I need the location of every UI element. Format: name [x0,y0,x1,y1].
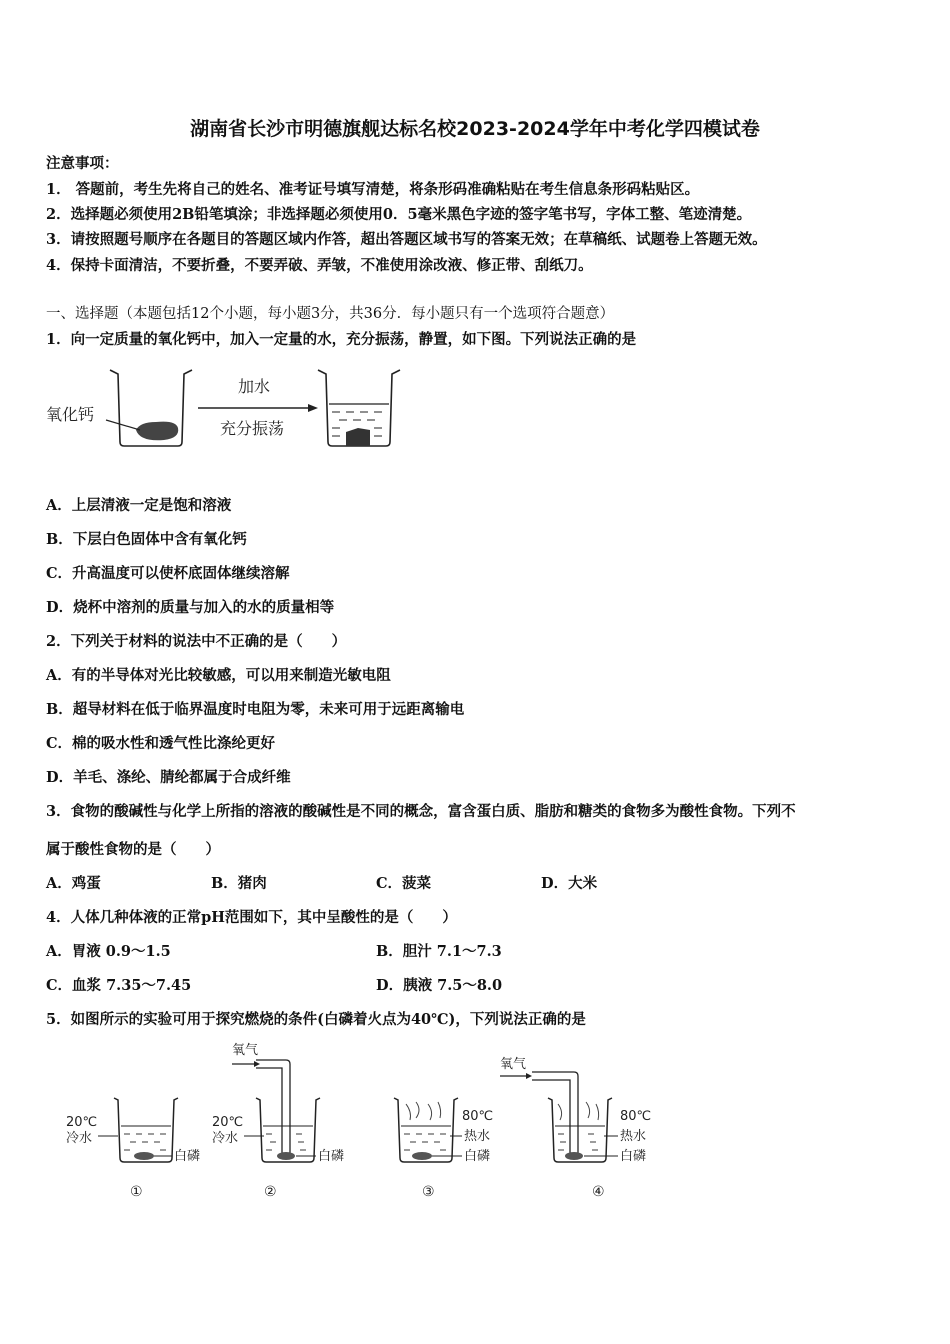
q1-option: A．上层清液一定是饱和溶液 [46,497,232,514]
phosphorus-piece [134,1152,154,1160]
phosphorus-label: 白磷 [620,1149,647,1164]
notice-heading: 注意事项： [46,155,119,172]
setup-2 [212,1043,344,1200]
section-heading: 一、选择题（本题包括12个小题，每小题3分，共36分．每小题只有一个选项符合题意） [46,306,615,322]
phosphorus-piece [565,1152,583,1160]
oxygen-label: 氧气 [232,1043,259,1058]
q2-option: D．羊毛、涤纶、腈纶都属于合成纤维 [46,769,291,786]
question-2-stem: 2．下列关于材料的说法中不正确的是（ ） [46,633,347,650]
phosphorus-label: 白磷 [464,1149,491,1164]
notice-item: 1． 答题前，考生先将自己的姓名、准考证号填写清楚，将条形码准确粘贴在考生信息条形码粘贴区。 [46,181,700,198]
q3-option: C．菠菜 [376,875,432,892]
q1-option: D．烧杯中溶剂的质量与加入的水的质量相等 [46,599,335,616]
q4-option: C．血浆 7.35～7.45 [46,977,192,994]
calcium-oxide-solid [136,422,178,441]
setup-4 [500,1057,651,1200]
notice-item: 4．保持卡面清洁，不要折叠，不要弄破、弄皱，不准使用涂改液、修正带、刮纸刀。 [46,257,593,274]
page-title: 湖南省长沙市明德旗舰达标名校2023-2024学年中考化学四模试卷 [190,118,760,140]
question-4-stem: 4．人体几种体液的正常pH范围如下，其中呈酸性的是（ ） [46,909,457,926]
phosphorus-piece [412,1152,432,1160]
oxygen-tube [532,1072,578,1154]
q1-option: C．升高温度可以使杯底固体继续溶解 [46,565,290,582]
sediment [346,428,370,446]
q2-option: A．有的半导体对光比较敏感，可以用来制造光敏电阻 [46,667,391,684]
phosphorus-piece [277,1152,295,1160]
question-5-stem: 5．如图所示的实验可用于探究燃烧的条件(白磷着火点为40℃)，下列说法正确的是 [46,1011,586,1028]
q3-option: A．鸡蛋 [46,875,101,892]
q4-option: B．胆汁 7.1～7.3 [376,943,502,960]
q1-option: B．下层白色固体中含有氧化钙 [46,531,247,548]
q5-figure [60,1040,700,1210]
steam-icon [406,1102,441,1120]
setup-1 [66,1098,200,1200]
q2-option: C．棉的吸水性和透气性比涤纶更好 [46,735,276,752]
arrow-icon [526,1073,532,1079]
q4-option: A．胃液 0.9～1.5 [46,943,171,960]
temp-label: 20℃ [66,1115,98,1130]
question-3-stem-cont: 属于酸性食物的是（ ） [46,841,220,858]
q1-figure [40,362,420,457]
q2-option: B．超导材料在低于临界温度时电阻为零，未来可用于远距离输电 [46,701,465,718]
shake-label: 充分振荡 [220,419,285,438]
phosphorus-label: 白磷 [174,1149,201,1164]
notice-item: 2．选择题必须使用2B铅笔填涂；非选择题必须使用0．5毫米黑色字迹的签字笔书写，字体工整、笔迹清楚。 [46,206,752,223]
arrow-icon [254,1061,260,1067]
water-label: 热水 [464,1129,491,1144]
setup-number: ③ [422,1184,435,1200]
calcium-oxide-label: 氧化钙 [46,405,95,424]
water-label: 冷水 [212,1131,239,1146]
q3-option: D．大米 [541,875,598,892]
water-label: 热水 [620,1129,647,1144]
question-3-stem: 3．食物的酸碱性与化学上所指的溶液的酸碱性是不同的概念，富含蛋白质、脂肪和糖类的食物多为酸性食物。下列不 [46,803,796,820]
temp-label: 20℃ [212,1115,244,1130]
water-label: 冷水 [66,1131,93,1146]
question-1-stem: 1．向一定质量的氧化钙中，加入一定量的水，充分振荡，静置，如下图。下列说法正确的是 [46,331,637,348]
temp-label: 80℃ [462,1109,494,1124]
setup-number: ② [264,1184,277,1200]
beaker-icon [548,1098,612,1162]
q4-option: D．胰液 7.5～8.0 [376,977,503,994]
arrow-icon [308,404,318,412]
notice-item: 3．请按照题号顺序在各题目的答题区域内作答，超出答题区域书写的答案无效；在草稿纸、试题卷上答题无效。 [46,231,767,248]
oxygen-label: 氧气 [500,1057,527,1072]
temp-label: 80℃ [620,1109,652,1124]
setup-3 [394,1098,493,1200]
q3-option: B．猪肉 [211,875,267,892]
setup-number: ④ [592,1184,605,1200]
add-water-label: 加水 [238,377,271,396]
setup-number: ① [130,1184,143,1200]
phosphorus-label: 白磷 [318,1149,345,1164]
